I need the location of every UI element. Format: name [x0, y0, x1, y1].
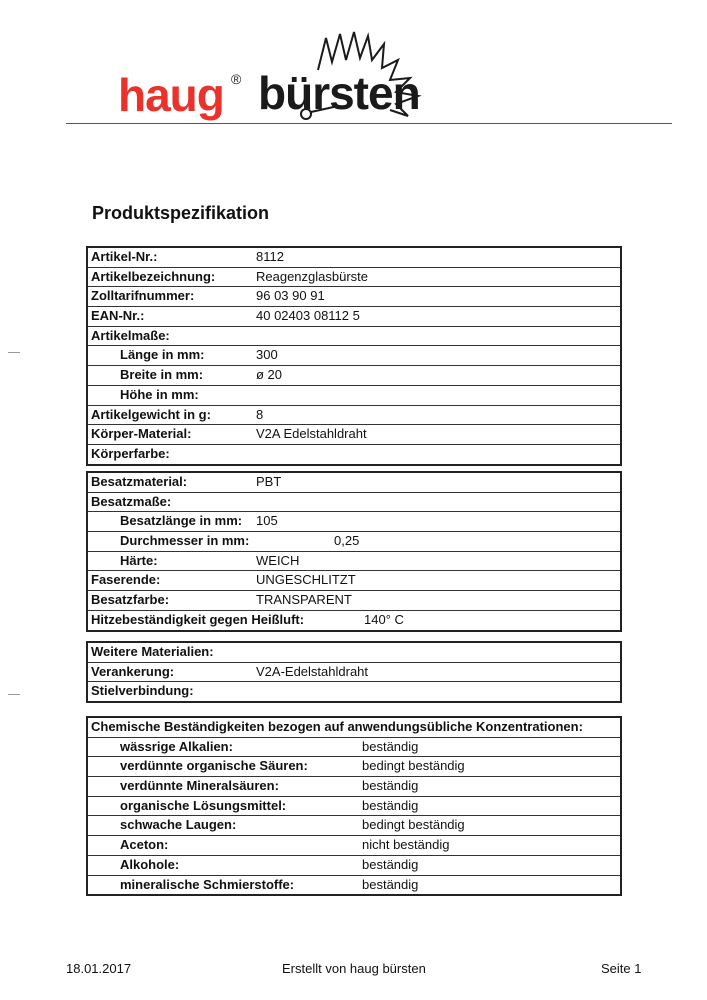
spec-label: Länge in mm: — [120, 347, 205, 363]
spec-row — [88, 327, 620, 347]
spec-label: Besatzfarbe: — [91, 592, 170, 608]
spec-row — [88, 757, 620, 777]
spec-row — [88, 445, 620, 464]
spec-label: verdünnte Mineralsäuren: — [120, 778, 279, 794]
spec-value: 105 — [256, 513, 278, 529]
spec-value: Reagenzglasbürste — [256, 268, 369, 284]
chemical-resistance-table — [86, 716, 622, 896]
spec-label: Durchmesser in mm: — [120, 533, 250, 549]
punch-mark-bottom — [8, 694, 20, 695]
spec-row — [88, 876, 620, 895]
spec-label: Chemische Beständigkeiten bezogen auf anwendungsübliche Konzentrationen: — [91, 719, 583, 734]
spec-row — [88, 493, 620, 513]
spec-label: schwache Laugen: — [120, 817, 237, 833]
spec-value: 0,25 — [334, 533, 360, 549]
spec-value: 8112 — [256, 249, 284, 264]
registered-mark: ® — [231, 71, 242, 87]
spec-row — [88, 425, 620, 445]
spec-row — [88, 591, 620, 611]
spec-label: Artikelmaße: — [91, 327, 170, 343]
spec-row — [88, 856, 620, 876]
spec-row — [88, 512, 620, 532]
logo-text-buersten: bürsten — [258, 67, 420, 119]
spec-row — [88, 571, 620, 591]
spec-label: Artikelbezeichnung: — [91, 268, 216, 284]
spec-row — [88, 386, 620, 406]
spec-value: 300 — [256, 347, 278, 363]
spec-label: Artikelgewicht in g: — [91, 406, 211, 422]
spec-row — [88, 406, 620, 426]
spec-value: 8 — [256, 406, 264, 422]
spec-value: beständig — [362, 876, 419, 892]
spec-label: mineralische Schmierstoffe: — [120, 876, 295, 892]
spec-label: Aceton: — [120, 837, 169, 853]
spec-row — [88, 836, 620, 856]
spec-label: Körperfarbe: — [91, 445, 170, 461]
spec-row — [88, 287, 620, 307]
header-rule — [66, 123, 672, 124]
spec-label: Besatzlänge in mm: — [120, 513, 243, 529]
bristle-spec-table — [86, 471, 622, 632]
spec-label: Faserende: — [91, 572, 161, 588]
footer-created-by: Erstellt von haug bürsten — [282, 961, 426, 976]
spec-label: Besatzmaterial: — [91, 474, 188, 489]
spec-value: PBT — [256, 474, 282, 489]
spec-label: Höhe in mm: — [120, 386, 199, 402]
spec-value: 96 03 90 91 — [256, 288, 325, 304]
footer-date: 18.01.2017 — [66, 961, 132, 976]
spec-row — [88, 552, 620, 572]
spec-row — [88, 643, 620, 663]
spec-value: ø 20 — [256, 367, 283, 383]
spec-value: 40 02403 08112 5 — [256, 308, 360, 324]
spec-value: beständig — [362, 778, 419, 794]
spec-row — [88, 797, 620, 817]
spec-label: Hitzebeständigkeit gegen Heißluft: — [91, 611, 305, 627]
spec-label: Verankerung: — [91, 663, 175, 679]
spec-row — [88, 816, 620, 836]
spec-value: TRANSPARENT — [256, 592, 352, 608]
spec-value: UNGESCHLITZT — [256, 572, 356, 588]
spec-value: WEICH — [256, 552, 300, 568]
spec-label: Besatzmaße: — [91, 493, 172, 509]
spec-label: Zolltarifnummer: — [91, 288, 195, 304]
spec-value: bedingt beständig — [362, 817, 465, 833]
spec-row — [88, 777, 620, 797]
spec-label: verdünnte organische Säuren: — [120, 758, 308, 774]
spec-label: Stielverbindung: — [91, 683, 194, 699]
spec-row — [88, 718, 620, 738]
footer-page-number: Seite 1 — [601, 961, 642, 976]
spec-row — [88, 663, 620, 683]
spec-label: wässrige Alkalien: — [120, 738, 233, 754]
spec-label: Weitere Materialien: — [91, 644, 214, 659]
spec-label: Artikel-Nr.: — [91, 249, 158, 264]
materials-table — [86, 641, 622, 703]
spec-row — [88, 346, 620, 366]
spec-row — [88, 307, 620, 327]
spec-value: 140° C — [364, 611, 404, 627]
spec-value: beständig — [362, 856, 419, 872]
spec-value: beständig — [362, 797, 419, 813]
spec-row — [88, 611, 620, 630]
spec-value: nicht beständig — [362, 837, 450, 853]
spec-value: bedingt beständig — [362, 758, 465, 774]
logo-text-haug: haug — [118, 69, 224, 121]
company-logo — [118, 30, 458, 125]
spec-row — [88, 268, 620, 288]
spec-value: beständig — [362, 738, 419, 754]
punch-mark-top — [8, 352, 20, 353]
spec-label: Alkohole: — [120, 856, 180, 872]
article-spec-table — [86, 246, 622, 466]
spec-value: V2A-Edelstahldraht — [256, 663, 369, 679]
spec-label: EAN-Nr.: — [91, 308, 145, 324]
spec-row — [88, 366, 620, 386]
spec-label: Härte: — [120, 552, 158, 568]
spec-row — [88, 682, 620, 701]
spec-value: V2A Edelstahldraht — [256, 426, 367, 442]
spec-row — [88, 738, 620, 758]
spec-row — [88, 473, 620, 493]
spec-label: organische Lösungsmittel: — [120, 797, 287, 813]
spec-row — [88, 532, 620, 552]
spec-row — [88, 248, 620, 268]
spec-label: Körper-Material: — [91, 426, 192, 442]
spec-label: Breite in mm: — [120, 367, 204, 383]
page-title: Produktspezifikation — [92, 203, 270, 223]
